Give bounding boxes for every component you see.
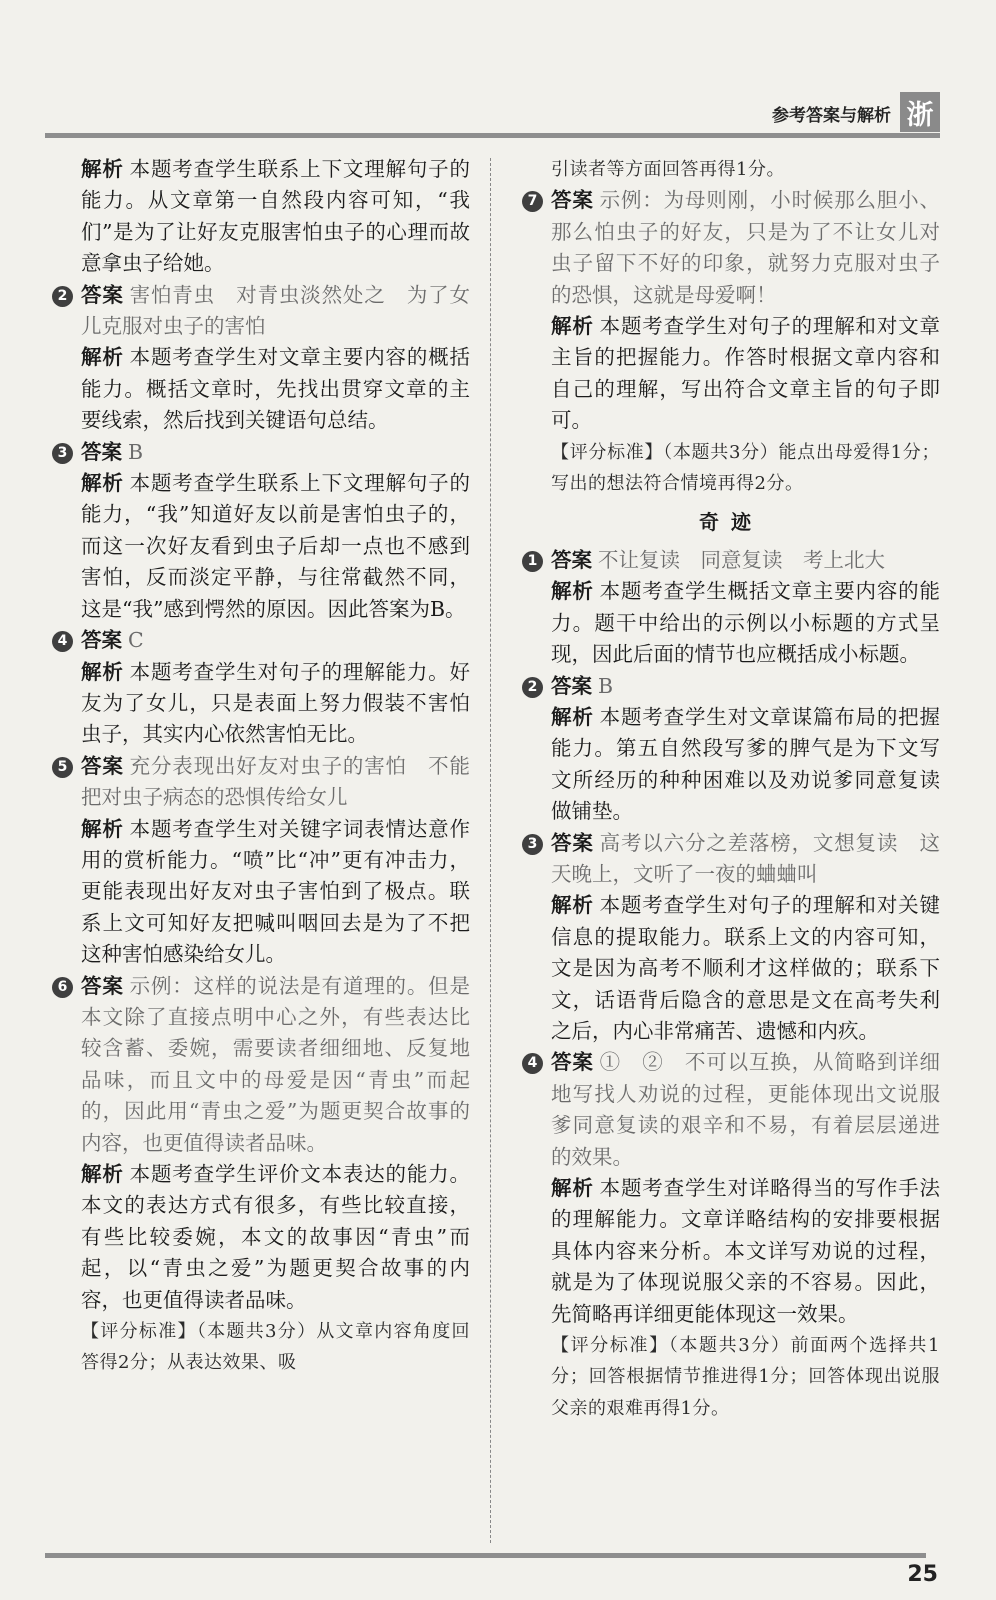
analysis-text: 本题考查学生对关键字词表情达意作用的赏析能力。“喷”比“冲”更有冲击力，更能表现出好友对虫子害怕到了极点。联系上文可知好友把喊叫咽回去是为了不把这种害怕感染给女儿。	[81, 816, 471, 967]
answer-text: C	[128, 628, 144, 653]
question-number: 3	[52, 443, 73, 464]
analysis-label: 解析	[81, 1162, 124, 1186]
answer-item-1	[522, 545, 940, 671]
section-title: 奇迹	[699, 510, 763, 535]
answer-label: 答案	[81, 753, 124, 778]
question-number: 5	[52, 757, 73, 778]
question-number: 4	[52, 631, 73, 652]
analysis-label: 解析	[551, 579, 594, 604]
analysis-text: 本题考查学生对详略得当的写作手法的理解能力。文章详略结构的安排要根据具体内容来分析。本文详写劝说的过程，就是为了体现说服父亲的不容易。因此，先简略再详细更能体现这一效果。	[551, 1176, 941, 1326]
answer-text: 示例：这样的说法是有道理的。但是本文除了直接点明中心之外，有些表达比较含蓄、委婉，需要读者细细地、反复地品味，而且文中的母爱是因“青虫”而起的，因此用“青虫之爱”为题更契合故事的内容，也更值得读者品味。	[81, 973, 471, 1155]
left-column	[52, 154, 470, 1379]
analysis-text: 本题考查学生对文章主要内容的概括能力。概括文章时，先找出贯穿文章的主要线索，然后找到关键语句总结。	[81, 345, 471, 433]
analysis-label: 解析	[81, 816, 124, 841]
analysis-label: 解析	[81, 659, 124, 684]
answer-text: B	[128, 439, 144, 464]
question-number: 2	[522, 677, 543, 698]
page-number: 25	[907, 1562, 938, 1587]
column-divider	[490, 158, 491, 1543]
answer-text: 充分表现出好友对虫子的害怕 不能把对虫子病态的恐惧传给女儿	[81, 753, 471, 810]
answer-label: 答案	[81, 628, 122, 653]
answer-label: 答案	[551, 830, 594, 855]
question-number: 1	[522, 551, 543, 572]
question-number: 3	[522, 834, 543, 855]
answer-label: 答案	[81, 973, 124, 998]
answer-item-4	[52, 625, 470, 751]
analysis-label: 解析	[551, 704, 594, 729]
answer-label: 答案	[81, 282, 124, 307]
answer-text: 高考以六分之差落榜，文想复读 这天晚上，文听了一夜的蛐蛐叫	[551, 830, 941, 886]
answer-item-3	[522, 828, 940, 1048]
analysis-text: 本题考查学生对句子的理解能力。好友为了女儿，只是表面上努力假装不害怕虫子，其实内心依然害怕无比。	[81, 659, 471, 747]
answer-item-3	[52, 437, 470, 625]
intro-analysis-text: 本题考查学生联系上下文理解句子的能力。从文章第一自然段内容可知，“我们”是为了让好友克服害怕虫子的心理而故意拿虫子给她。	[81, 157, 471, 276]
analysis-label: 解析	[81, 471, 124, 496]
analysis-text: 本题考查学生对文章谋篇布局的把握能力。第五自然段写爹的脾气是为下文写文所经历的种种困难以及劝说爹同意复读做铺垫。	[551, 704, 941, 824]
answer-label: 答案	[551, 547, 592, 572]
analysis-label: 解析	[81, 157, 124, 181]
question-number: 6	[52, 977, 73, 998]
province-badge: 浙	[900, 92, 940, 132]
answer-item-6	[52, 971, 470, 1379]
answer-item-4	[522, 1047, 940, 1424]
answer-item-7	[522, 185, 940, 499]
answer-label: 答案	[551, 673, 592, 698]
answer-text: B	[598, 673, 614, 698]
question-number: 7	[522, 191, 543, 212]
right-column	[522, 154, 940, 1424]
analysis-label: 解析	[551, 1176, 594, 1200]
analysis-label: 解析	[81, 345, 124, 370]
header-rule	[45, 133, 940, 138]
analysis-text: 本题考查学生评价文本表达的能力。本文的表达方式有很多，有些比较直接，有些比较委婉，本文的故事因“青虫”而起，以“青虫之爱”为题更契合故事的内容，也更值得读者品味。	[81, 1162, 471, 1312]
answer-text: ① ② 不可以互换，从简略到详细地写找人劝说的过程，更能体现出文说服爹同意复读的艰辛和不易，有着层层递进的效果。	[551, 1050, 941, 1169]
analysis-text: 本题考查学生对句子的理解和对关键信息的提取能力。联系上文的内容可知，文是因为高考不顺利才这样做的；联系下文，话语背后隐含的意思是文在高考失利之后，内心非常痛苦、遗憾和内疚。	[551, 893, 941, 1043]
analysis-text: 本题考查学生概括文章主要内容的能力。题干中给出的示例以小标题的方式呈现，因此后面的情节也应概括成小标题。	[551, 579, 941, 667]
answer-text: 不让复读 同意复读 考上北大	[598, 547, 885, 572]
analysis-text: 本题考查学生联系上下文理解句子的能力，“我”知道好友以前是害怕虫子的，而这一次好友看到虫子后却一点也不感到害怕，反而淡定平静，与往常截然不同，这是“我”感到愕然的原因。因此答案为B。	[81, 471, 471, 621]
scoring-continuation: 引读者等方面回答再得1分。	[551, 159, 785, 180]
answer-label: 答案	[81, 439, 122, 464]
answer-item-2	[522, 671, 940, 828]
answer-text: 示例：为母则刚，小时候那么胆小、那么怕虫子的好友，只是为了不让女儿对虫子留下不好的印象，就努力克服对虫子的恐惧，这就是母爱啊！	[551, 188, 941, 307]
analysis-text: 本题考查学生对句子的理解和对文章主旨的把握能力。作答时根据文章内容和自己的理解，写出符合文章主旨的句子即可。	[551, 314, 941, 433]
question-number: 4	[522, 1053, 543, 1074]
question-number: 2	[52, 286, 73, 307]
scoring-criteria: 【评分标准】（本题共3分）能点出母爱得1分；写出的想法符合情境再得2分。	[551, 441, 940, 495]
analysis-label: 解析	[551, 314, 594, 339]
answer-label: 答案	[551, 188, 594, 213]
intro-analysis-block	[52, 154, 470, 280]
analysis-label: 解析	[551, 893, 594, 918]
footer-rule	[45, 1553, 926, 1558]
answer-item-2	[52, 280, 470, 437]
answer-item-5	[52, 751, 470, 971]
answer-label: 答案	[551, 1050, 594, 1075]
scoring-criteria: 【评分标准】（本题共3分）从文章内容角度回答得2分；从表达效果、吸	[81, 1321, 470, 1374]
scoring-criteria: 【评分标准】（本题共3分）前面两个选择共1分；回答根据情节推进得1分；回答体现出说服父亲的艰难再得1分。	[551, 1335, 940, 1419]
answer-text: 害怕青虫 对青虫淡然处之 为了女儿克服对虫子的害怕	[81, 282, 471, 339]
running-header-title: 参考答案与解析	[772, 106, 891, 126]
